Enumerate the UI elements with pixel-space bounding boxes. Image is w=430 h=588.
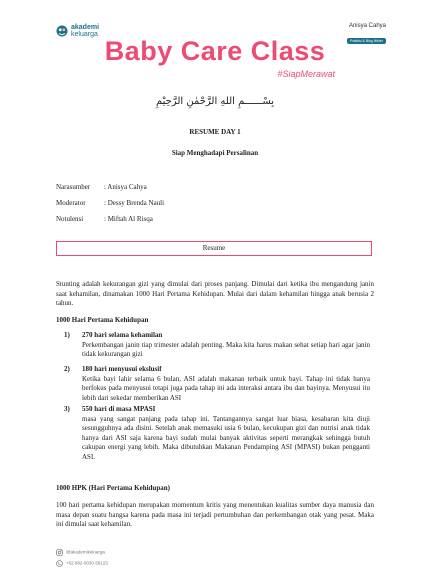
list-item-title: 550 hari di masa MPASI <box>82 405 156 413</box>
info-label: Moderator <box>56 199 86 207</box>
resume-heading: Resume <box>202 244 226 252</box>
section-heading-1000-hari: 1000 Hari Pertama Kehidupan <box>56 316 149 324</box>
list-item <box>64 365 370 403</box>
list-item <box>64 405 370 462</box>
info-value: : Anisya Cahya <box>104 183 147 191</box>
presenter-name: Anisya Cahya <box>348 23 386 29</box>
footer-instagram <box>56 549 105 556</box>
intro-paragraph: Stunting adalah kekurangan gizi yang dimulai dari proses panjang. Dimulai dari ketika ibu mengandung janin saat kehamilan, dinamakan 1000 Hari Pertama Kehidupan. Mulai dari dalam kehamilan hingga anak berusia 2 tahun. <box>56 280 374 307</box>
info-label: Narasumber <box>56 183 91 191</box>
section-heading-1000-hpk: 1000 HPK (Hari Pertama Kehidupan) <box>56 484 170 492</box>
list-item-title: 270 hari selama kehamilan <box>82 331 163 339</box>
document-subtitle: Siap Menghadapi Persalinan <box>171 149 259 157</box>
document-title: RESUME DAY 1 <box>189 128 241 136</box>
list-item-number: 2) <box>64 365 70 373</box>
list-item-number: 3) <box>64 405 70 413</box>
info-label: Notulensi <box>56 215 84 223</box>
whatsapp-icon <box>56 560 63 567</box>
info-value: : Miftah Al Risqa <box>104 215 153 223</box>
list-item-body: Perkembangan janin tiap trimester adalah penting. Maka kita harus makan sehat setiap hari agar janin tidak kekurangan gizi <box>82 340 370 358</box>
list-item <box>64 331 370 360</box>
instagram-icon <box>56 549 63 556</box>
bismillah-text: بِسْــــــمِ اللهِ الرَّحْمٰنِ الرَّحِيْمِ <box>155 96 275 107</box>
info-value: : Dessy Brenda Nauli <box>104 199 165 207</box>
list-item-number: 1) <box>64 331 70 339</box>
resume-heading-box <box>56 241 372 256</box>
presenter-subtitle: Praktisi & Blog Writer <box>347 38 386 44</box>
section2-paragraph: 100 hari pertama kehidupan merupakan momentum kritis yang menentukan kualitas sumber daya manusia dan masa depan suatu bangsa karena pada masa ini terjadi pertumbuhan dan perkembangan otak yang pesat. Maka ini dimulai saat kehamilan. <box>56 501 374 528</box>
list-item-body: masa yang sangat panjang pada tahap ini. Tantangannya sangat luar biasa, kesabaran kita diuji sesungguhnya ada disini. Setelah anak memasuki usia 6 bulan, kecukupan gizi dan nutrisi anak tidak hanya dari ASI saja karena bayi sudah mulai banyak aktivitas seperti merangkak sehingga butuh cakupan energi yang lebih. Maka dibutuhkan Makanan Pendamping ASI (MPASI) bukan pengganti ASI. <box>82 414 370 461</box>
page-title: Baby Care Class <box>104 36 326 66</box>
info-row-moderator <box>56 199 164 207</box>
brand-logo-line1: akademi <box>71 24 100 31</box>
brand-logo-line2: keluarga <box>71 31 98 38</box>
info-row-narasumber <box>56 183 147 191</box>
hashtag: #SiapMerawat <box>277 69 335 79</box>
list-item-title: 180 hari menyusui ekslusif <box>82 365 162 373</box>
instagram-handle: @akademikeluarga <box>66 549 105 555</box>
footer-phone <box>56 560 108 567</box>
phone-number: +62 882-0030-56123 <box>66 560 108 566</box>
info-row-notulensi <box>56 215 153 223</box>
bismillah-calligraphy <box>0 91 430 109</box>
list-item-body: Ketika bayi lahir selama 6 bulan, ASI adalah makanan terbaik untuk bayi. Tahap ini tidak hanya berfokus pada menyusui tetapi juga pada tahap ini ada interaksi antara ibu dan bayinya. Menyusui itu lebih dari sekedar memberikan ASI <box>82 374 370 402</box>
